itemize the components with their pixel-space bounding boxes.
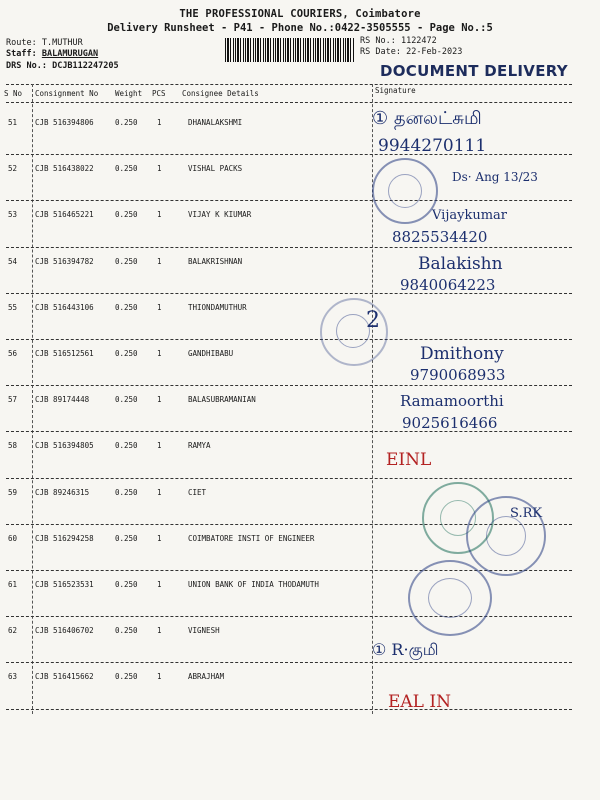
cell-consignee: BALAKRISHNAN [188, 256, 243, 266]
row-divider [6, 385, 572, 386]
cell-sno: 58 [8, 441, 18, 451]
table-row [0, 488, 372, 534]
column-header-consignee: Consignee Details [182, 89, 259, 98]
cell-sno: 53 [8, 210, 18, 220]
column-header-sno: S No [4, 89, 23, 98]
cell-cno: CJB 516415662 [35, 672, 94, 682]
cell-sno: 57 [8, 395, 18, 405]
rs-no-label: RS No.: [360, 36, 396, 46]
rs-date-value: 22-Feb-2023 [406, 47, 463, 57]
cell-consignee: CIET [188, 487, 207, 497]
row-divider [6, 709, 572, 710]
cell-consignee: VIJAY K KIUMAR [188, 210, 252, 220]
cell-cno: CJB 516438022 [35, 164, 94, 174]
column-header-consignment: Consignment No [35, 89, 99, 98]
table-row [0, 626, 372, 672]
cell-pcs: 1 [157, 395, 162, 405]
table-row [0, 210, 372, 256]
signature-row-57: Ramamoorthi [400, 392, 504, 410]
column-header-pcs: PCS [152, 89, 166, 98]
cell-cno: CJB 89246315 [35, 487, 90, 497]
cell-pcs: 1 [157, 349, 162, 358]
route-line [6, 38, 83, 48]
table-row [0, 672, 372, 718]
table-row [0, 349, 372, 395]
table-row [0, 118, 372, 164]
drs-line [6, 61, 119, 71]
cell-sno: 62 [8, 626, 18, 636]
rs-date-label: RS Date: [360, 47, 401, 57]
signature-row-52: Ds· Ang 13/23 [452, 170, 538, 184]
drs-label: DRS No.: [6, 61, 47, 71]
signature-row-56: Dmithony [420, 344, 504, 364]
cell-weight: 0.250 [115, 487, 138, 497]
cell-consignee: VISHAL PACKS [188, 164, 243, 174]
cell-pcs: 1 [157, 302, 162, 312]
row-divider [6, 662, 572, 663]
cell-cno: CJB 516394805 [35, 441, 94, 451]
signature-row-59: S.RK [510, 506, 543, 521]
cell-sno: 56 [8, 349, 18, 358]
table-row [0, 534, 372, 580]
cell-weight: 0.250 [115, 164, 138, 174]
cell-pcs: 1 [157, 118, 162, 127]
cell-sno: 59 [8, 487, 18, 497]
page-title: THE PROFESSIONAL COURIERS, Coimbatore [179, 8, 421, 20]
staff-value: BALAMURUGAN [41, 49, 99, 59]
staff-label: Staff: [6, 49, 37, 59]
row-divider [6, 154, 572, 155]
cell-cno: CJB 516406702 [35, 626, 94, 636]
barcode [225, 38, 355, 62]
signature-row-63: EAL IN [388, 692, 451, 712]
cell-cno: CJB 516465221 [35, 210, 94, 220]
signature-row-51: ① தனலட்சுமி [372, 108, 482, 129]
cell-consignee: RAMYA [188, 441, 211, 451]
cell-pcs: 1 [157, 210, 162, 220]
cell-sno: 55 [8, 302, 18, 312]
row-divider [6, 247, 572, 248]
cell-sno: 63 [8, 672, 18, 682]
union-bank-seal [408, 560, 492, 636]
cell-consignee: BALASUBRAMANIAN [188, 395, 256, 405]
cell-consignee: ABRAJHAM [188, 672, 225, 682]
staff-line [6, 49, 98, 59]
cell-consignee: UNION BANK OF INDIA THODAMUTH [188, 580, 319, 589]
cell-weight: 0.250 [115, 626, 138, 636]
cell-consignee: DHANALAKSHMI [188, 118, 243, 127]
signature-row-58: EINL [386, 450, 432, 470]
rs-date-line [360, 47, 462, 57]
column-header-signature: Signature [375, 86, 416, 95]
cell-pcs: 1 [157, 164, 162, 174]
vishal-packs-seal [372, 158, 438, 224]
phone-row-56: 9790068933 [410, 366, 506, 384]
cell-consignee: GANDHIBABU [188, 349, 234, 358]
cell-sno: 54 [8, 256, 18, 266]
route-value: T.MUTHUR [41, 38, 83, 48]
cell-pcs: 1 [157, 441, 162, 451]
cell-cno: CJB 89174448 [35, 395, 90, 405]
table-row [0, 164, 372, 210]
cell-consignee: COIMBATORE INSTI OF ENGINEER [188, 533, 315, 543]
table-row [0, 303, 372, 349]
cell-pcs: 1 [157, 533, 162, 543]
cell-cno: CJB 516294258 [35, 533, 94, 543]
column-divider [372, 84, 373, 714]
cell-pcs: 1 [157, 487, 162, 497]
cell-cno: CJB 516394782 [35, 256, 94, 266]
cell-pcs: 1 [157, 672, 162, 682]
table-top-rule [6, 84, 572, 85]
cell-pcs: 1 [157, 256, 162, 266]
cell-weight: 0.250 [115, 118, 138, 127]
cell-pcs: 1 [157, 580, 162, 589]
cell-weight: 0.250 [115, 395, 138, 405]
cell-consignee: VIGNESH [188, 626, 220, 636]
phone-row-54: 9840064223 [400, 276, 496, 294]
cell-weight: 0.250 [115, 349, 138, 358]
cell-sno: 52 [8, 164, 18, 174]
table-row [0, 580, 372, 626]
mark-row-55: 2 [366, 308, 380, 333]
rs-no-line [360, 36, 437, 46]
cell-weight: 0.250 [115, 580, 138, 589]
cell-cno: CJB 516394806 [35, 118, 94, 127]
document-delivery-stamp: DOCUMENT DELIVERY [380, 62, 568, 80]
signature-row-53: Vijaykumar [432, 208, 507, 223]
phone-row-57: 9025616466 [402, 414, 498, 432]
cell-sno: 61 [8, 580, 18, 589]
cell-sno: 51 [8, 118, 18, 127]
page-subtitle: Delivery Runsheet - P41 - Phone No.:0422-3505555 - Page No.:5 [107, 22, 493, 34]
cell-cno: CJB 516443106 [35, 302, 94, 312]
row-divider [6, 616, 572, 617]
route-label: Route: [6, 38, 37, 48]
cell-pcs: 1 [157, 626, 162, 636]
table-row [0, 395, 372, 441]
cell-sno: 60 [8, 533, 18, 543]
row-divider [6, 339, 572, 340]
table-row [0, 441, 372, 487]
cell-weight: 0.250 [115, 210, 138, 220]
row-divider [6, 478, 572, 479]
cell-consignee: THIONDAMUTHUR [188, 302, 247, 312]
signature-row-62: ① R·குமி [372, 640, 439, 659]
phone-row-53: 8825534420 [392, 228, 488, 246]
cell-weight: 0.250 [115, 256, 138, 266]
cell-weight: 0.250 [115, 533, 138, 543]
cell-cno: CJB 516523531 [35, 580, 94, 589]
cell-weight: 0.250 [115, 672, 138, 682]
table-row [0, 257, 372, 303]
header-bottom-rule [6, 102, 572, 103]
rs-no-value: 1122472 [400, 36, 437, 46]
cell-cno: CJB 516512561 [35, 349, 94, 358]
signature-row-54: Balakishn [418, 254, 503, 274]
drs-value: DCJB112247205 [52, 61, 119, 71]
cell-weight: 0.250 [115, 302, 138, 312]
row-divider [6, 200, 572, 201]
phone-row-51: 9944270111 [378, 136, 487, 156]
column-header-weight: Weight [115, 89, 143, 98]
cell-weight: 0.250 [115, 441, 138, 451]
